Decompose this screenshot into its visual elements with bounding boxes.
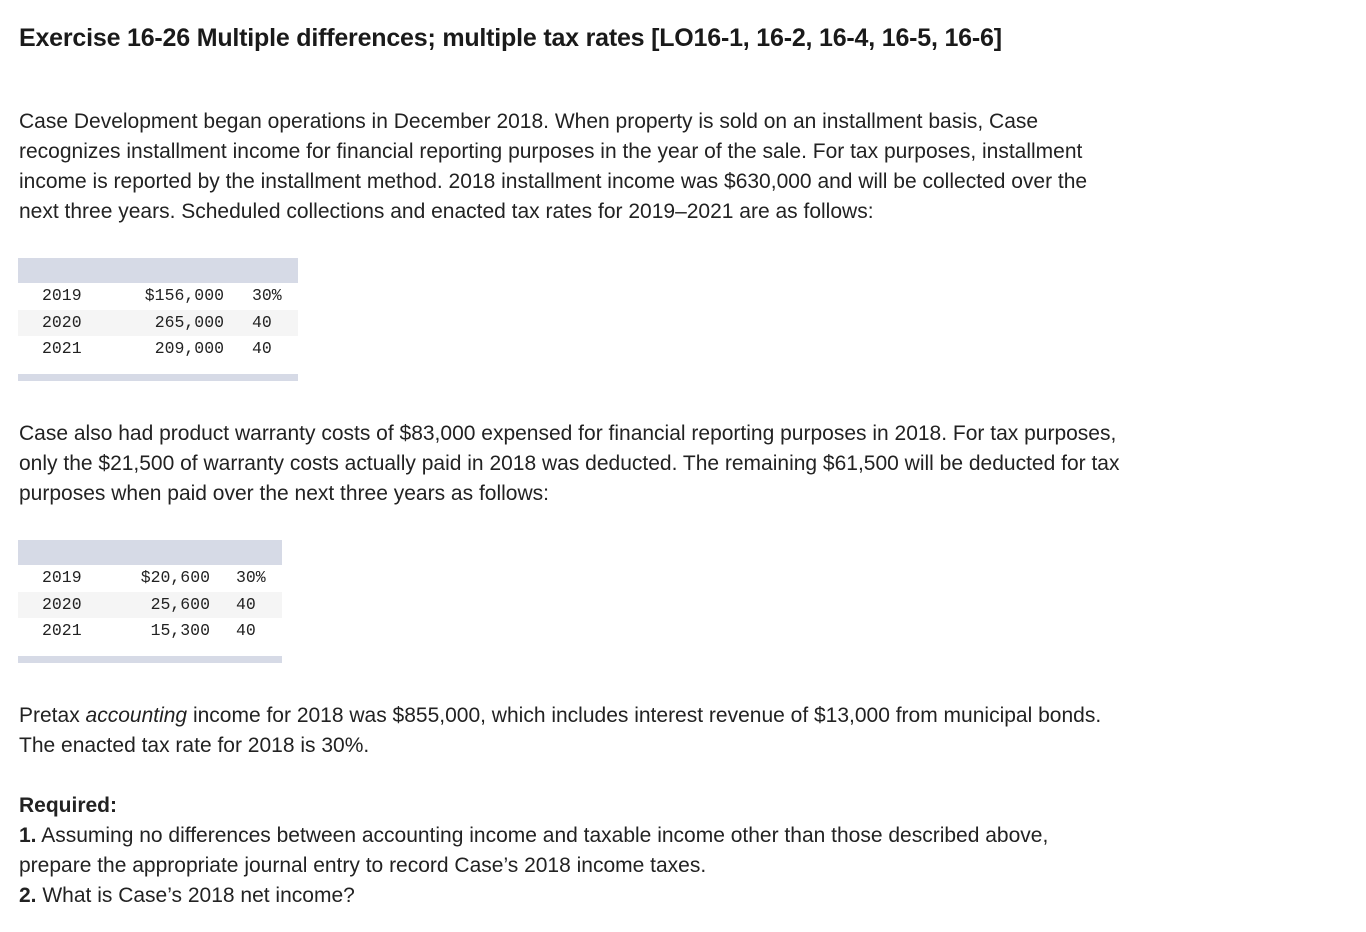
year-cell: 2019	[42, 286, 82, 305]
question-1	[19, 821, 1048, 851]
text-line: prepare the appropriate journal entry to record Case’s 2018 income taxes.	[19, 854, 707, 877]
rate-cell: 30%	[252, 286, 282, 305]
warranty-paragraph	[19, 419, 1119, 509]
amount-cell: $20,600	[140, 568, 210, 587]
year-cell: 2021	[42, 339, 82, 358]
text-line: recognizes installment income for financial reporting purposes in the year of the sale. For tax purposes, installment	[19, 140, 1083, 163]
table-row	[18, 336, 298, 363]
text-line	[19, 701, 1101, 731]
warranty-table	[18, 540, 282, 663]
table-row	[18, 592, 282, 619]
question-2	[19, 881, 1048, 911]
rate-cell: 40	[236, 594, 256, 614]
exercise-title: Exercise 16-26 Multiple differences; multiple tax rates [LO16-1, 16-2, 16-4, 16-5, 16-6]	[19, 24, 1002, 52]
amount-cell: 15,300	[150, 621, 210, 640]
table-header-bar	[18, 258, 298, 283]
rate-cell: 40	[252, 312, 272, 332]
pretax-paragraph	[19, 701, 1101, 761]
table-row	[18, 310, 298, 337]
text: Pretax	[19, 704, 86, 727]
amount-cell: $156,000	[144, 286, 224, 305]
text: Assuming no differences between accounting income and taxable income other than those described above,	[36, 824, 1049, 847]
text-line: purposes when paid over the next three years as follows:	[19, 482, 549, 505]
text-line: next three years. Scheduled collections and enacted tax rates for 2019–2021 are as follows:	[19, 200, 874, 223]
required-section	[19, 791, 1048, 911]
year-cell: 2020	[42, 312, 82, 332]
required-heading: Required:	[19, 794, 118, 817]
year-cell: 2019	[42, 568, 82, 587]
text-line: only the $21,500 of warranty costs actually paid in 2018 was deducted. The remaining $61,500 will be deducted for tax	[19, 452, 1120, 475]
text: What is Case’s 2018 net income?	[36, 884, 355, 907]
text-line: income is reported by the installment method. 2018 installment income was $630,000 and will be collected over the	[19, 170, 1088, 193]
text-line: Case also had product warranty costs of $83,000 expensed for financial reporting purposes in 2018. For tax purposes,	[19, 422, 1117, 445]
table-row	[18, 565, 282, 592]
rate-cell: 40	[236, 621, 256, 640]
table-row	[18, 283, 298, 310]
text-line: The enacted tax rate for 2018 is 30%.	[19, 734, 370, 757]
question-number: 2.	[19, 884, 37, 907]
table-footer-bar	[18, 374, 298, 381]
table-footer-bar	[18, 656, 282, 663]
emphasis-text: accounting	[85, 704, 188, 727]
rate-cell: 30%	[236, 568, 266, 587]
year-cell: 2021	[42, 621, 82, 640]
year-cell: 2020	[42, 594, 82, 614]
amount-cell: 25,600	[150, 594, 210, 614]
table-header-bar	[18, 540, 282, 565]
collections-table	[18, 258, 298, 381]
text: income for 2018 was $855,000, which includes interest revenue of $13,000 from municipal bonds.	[187, 704, 1102, 727]
text-line: Case Development began operations in December 2018. When property is sold on an installment basis, Case	[19, 110, 1039, 133]
table-row	[18, 618, 282, 645]
amount-cell: 265,000	[154, 312, 224, 332]
rate-cell: 40	[252, 339, 272, 358]
intro-paragraph	[19, 107, 1087, 227]
question-number: 1.	[19, 824, 37, 847]
amount-cell: 209,000	[154, 339, 224, 358]
